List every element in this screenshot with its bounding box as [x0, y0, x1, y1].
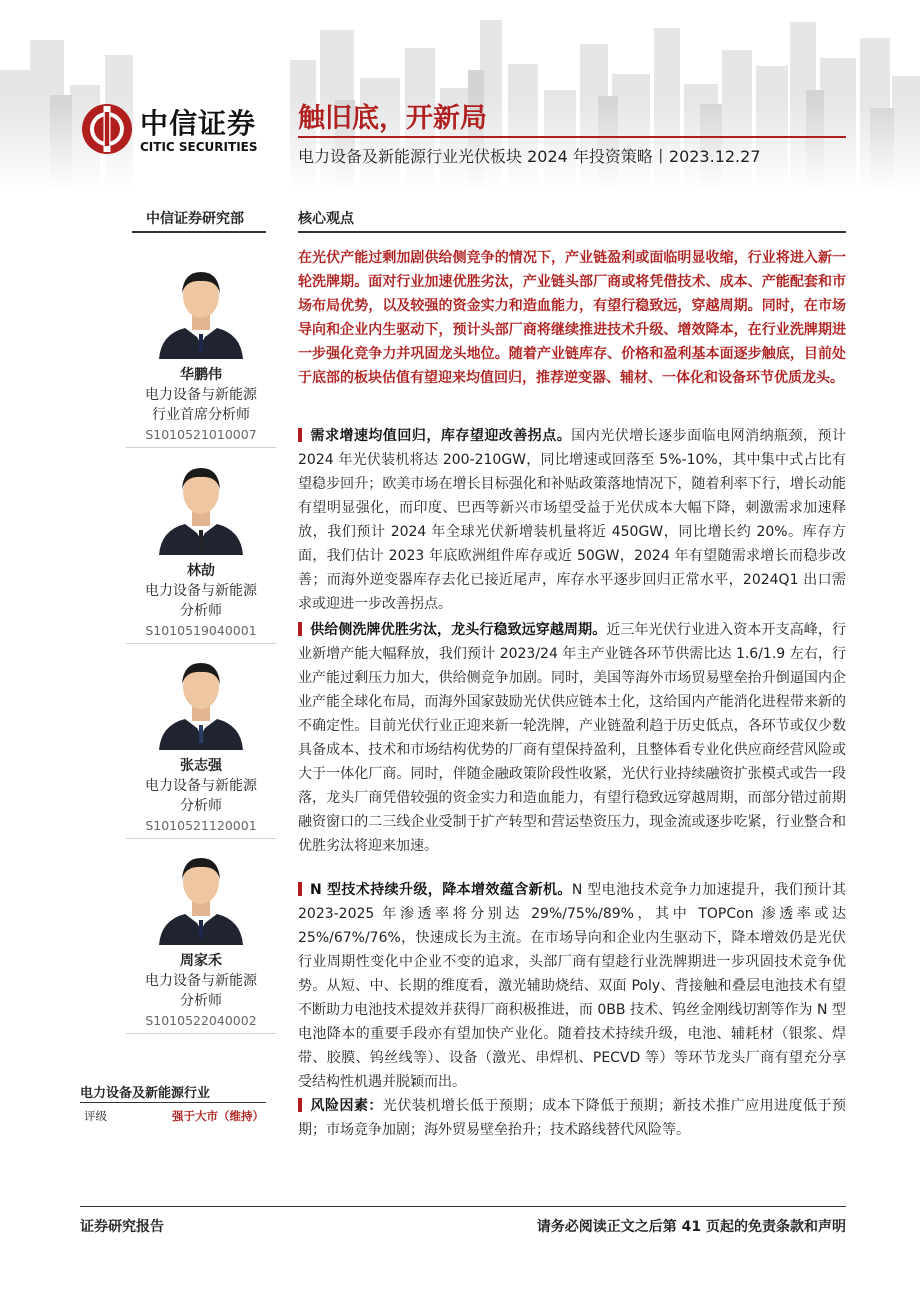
analyst-photo: [151, 655, 251, 750]
analyst-photo: [151, 850, 251, 945]
brand-name-en: CITIC SECURITIES: [140, 140, 258, 154]
left-header-rule: [132, 231, 266, 233]
rating-value: 强于大市（维持）: [172, 1109, 264, 1123]
report-subtitle: 电力设备及新能源行业光伏板块 2024 年投资策略丨2023.12.27: [298, 147, 761, 166]
key-point: [298, 878, 846, 1094]
analyst-card: [126, 264, 276, 448]
analyst-photo: [151, 460, 251, 555]
risk-heading: 风险因素：: [310, 1098, 383, 1114]
analyst-name: 华鹏伟: [180, 367, 222, 383]
analyst-divider: [126, 838, 276, 839]
analyst-title: 电力设备与新能源: [145, 973, 257, 989]
analyst-card: [126, 460, 276, 644]
key-point: [298, 424, 846, 616]
key-point-heading: N 型技术持续升级，降本增效蕴含新机。: [310, 882, 572, 898]
analyst-license-id: S1010521120001: [145, 818, 257, 833]
industry-name: 电力设备及新能源行业: [80, 1086, 211, 1101]
bullet-bar-icon: [298, 428, 302, 442]
bullet-bar-icon: [298, 882, 302, 896]
analyst-title: 分析师: [180, 798, 222, 814]
footer-rule: [80, 1206, 846, 1207]
analyst-title: 分析师: [180, 603, 222, 619]
bullet-bar-icon: [298, 622, 302, 636]
title-divider: [298, 136, 846, 138]
key-point-body: N 型电池技术竞争力加速提升，我们预计其 2023-2025 年渗透率将分别达 29%/75%/89%，其中 TOPCon 渗透率或达 25%/67%/76%，快速成长为主流。在市场导向和企业内生驱动下，降本增效仍是光伏行业周期性变化中企业不变的追求，头部厂商有望趁行业洗牌期进一步巩固技术竞争优势。从短、中、长期的维度看，激光辅助烧结、双面 Poly、背接触和叠层电池技术有望不断助力电池技术提效并获得厂商积极推进，而 0BB 技术、钨丝金刚线切割等作为 N 型电池降本的重要手段亦有望加快产业化。随着技术持续升级，电池、辅耗材（银浆、焊带、胶膜、钨丝线等）、设备（激光、串焊机、PECVD 等）等环节龙头厂商有望充分享受结构性机遇并脱颖而出。: [298, 882, 847, 1090]
analyst-card: [126, 655, 276, 839]
analyst-title: 分析师: [180, 993, 222, 1009]
bullet-bar-icon: [298, 1098, 302, 1112]
analyst-title: 行业首席分析师: [152, 407, 250, 423]
key-point-body: 近三年光伏行业进入资本开支高峰，行业新增产能大幅释放，我们预计 2023/24 年主产业链各环节供需比达 1.6/1.9 左右，行业产能过剩压力加大，供给侧竞争加剧。同时，美国等海外市场贸易壁垒抬升倒逼国内企业产能全球化布局，而海外国家鼓励光伏供应链本土化，这给国内产能消化进程带来新的不确定性。目前光伏行业正迎来新一轮洗牌，产业链盈利趋于历史低点，各环节或仅少数具备成本、技术和市场结构优势的厂商有望保持盈利，且整体看专业化供应商经营风险或大于一体化厂商。同时，伴随金融政策阶段性收紧，光伏行业持续融资扩张模式或告一段落，龙头厂商凭借较强的资金实力和造血能力，有望行稳致远穿越周期，而部分错过前期融资窗口的二三线企业受制于扩产转型和营运垫资压力，现金流或逐步吃紧，行业整合和优胜劣汰将迎来加速。: [298, 622, 847, 854]
rating-label: 评级: [84, 1109, 107, 1123]
analyst-name: 周家禾: [180, 953, 222, 969]
industry-rule: [80, 1102, 266, 1103]
citic-emblem-icon: [80, 102, 134, 156]
risk-factors: [298, 1094, 846, 1142]
report-title: 触旧底，开新局: [298, 103, 487, 134]
footer-report-type: 证券研究报告: [80, 1219, 164, 1235]
analyst-name: 林劼: [187, 563, 215, 579]
analyst-divider: [126, 643, 276, 644]
core-summary: 在光伏产能过剩加剧供给侧竞争的情况下，产业链盈利或面临明显收缩，行业将进入新一轮洗牌期。面对行业加速优胜劣汰，产业链头部厂商或将凭借技术、成本、产能配套和市场布局优势，以及较强的资金实力和造血能力，有望行稳致远，穿越周期。同时，在市场导向和企业内生驱动下，预计头部厂商将继续推进技术升级、增效降本，在行业洗牌期进一步强化竞争力并巩固龙头地位。随着产业链库存、价格和盈利基本面逐步触底，目前处于底部的板块估值有望迎来均值回归，推荐逆变器、辅材、一体化和设备环节优质龙头。: [298, 250, 846, 386]
analyst-divider: [126, 447, 276, 448]
research-dept-heading: 中信证券研究部: [146, 211, 244, 227]
right-header-rule: [298, 231, 846, 233]
analyst-license-id: S1010521010007: [145, 427, 257, 442]
analyst-photo: [151, 264, 251, 359]
analyst-name: 张志强: [180, 758, 222, 774]
analyst-title: 电力设备与新能源: [145, 778, 257, 794]
footer-disclaimer: 请务必阅读正文之后第 41 页起的免责条款和声明: [536, 1219, 846, 1235]
risk-body: 光伏装机增长低于预期；成本下降低于预期；新技术推广应用进度低于预期；市场竞争加剧；海外贸易壁垒抬升；技术路线替代风险等。: [298, 1098, 847, 1138]
analyst-license-id: S1010522040002: [145, 1013, 257, 1028]
key-point-heading: 供给侧洗牌优胜劣汰，龙头行稳致远穿越周期。: [310, 622, 607, 638]
core-views-heading: 核心观点: [298, 211, 354, 227]
analyst-divider: [126, 1033, 276, 1034]
key-point-body: 国内光伏增长逐步面临电网消纳瓶颈，预计 2024 年光伏装机将达 200-210GW，同比增速或回落至 5%-10%，其中集中式占比有望稳步回升；欧美市场在增长目标强化和补贴政策落地情况下，随着利率下行，增长动能有望明显强化，而印度、巴西等新兴市场望受益于光伏成本大幅下降，刺激需求加速释放，我们预计 2024 年全球光伏新增装机量将近 450GW，同比增长约 20%。库存方面，我们估计 2023 年底欧洲组件库存或近 50GW，2024 年有望随需求增长而稳步改善；而海外逆变器库存去化已接近尾声，库存水平逐步回归正常水平，2024Q1 出口需求或迎进一步改善拐点。: [298, 428, 847, 612]
brand-name-cn: 中信证券: [140, 107, 257, 140]
analyst-card: [126, 850, 276, 1034]
analyst-license-id: S1010519040001: [145, 623, 257, 638]
analyst-title: 电力设备与新能源: [145, 387, 257, 403]
analyst-title: 电力设备与新能源: [145, 583, 257, 599]
citic-logo: [80, 100, 280, 160]
key-point-heading: 需求增速均值回归，库存望迎改善拐点。: [310, 428, 572, 444]
key-point: [298, 618, 846, 858]
